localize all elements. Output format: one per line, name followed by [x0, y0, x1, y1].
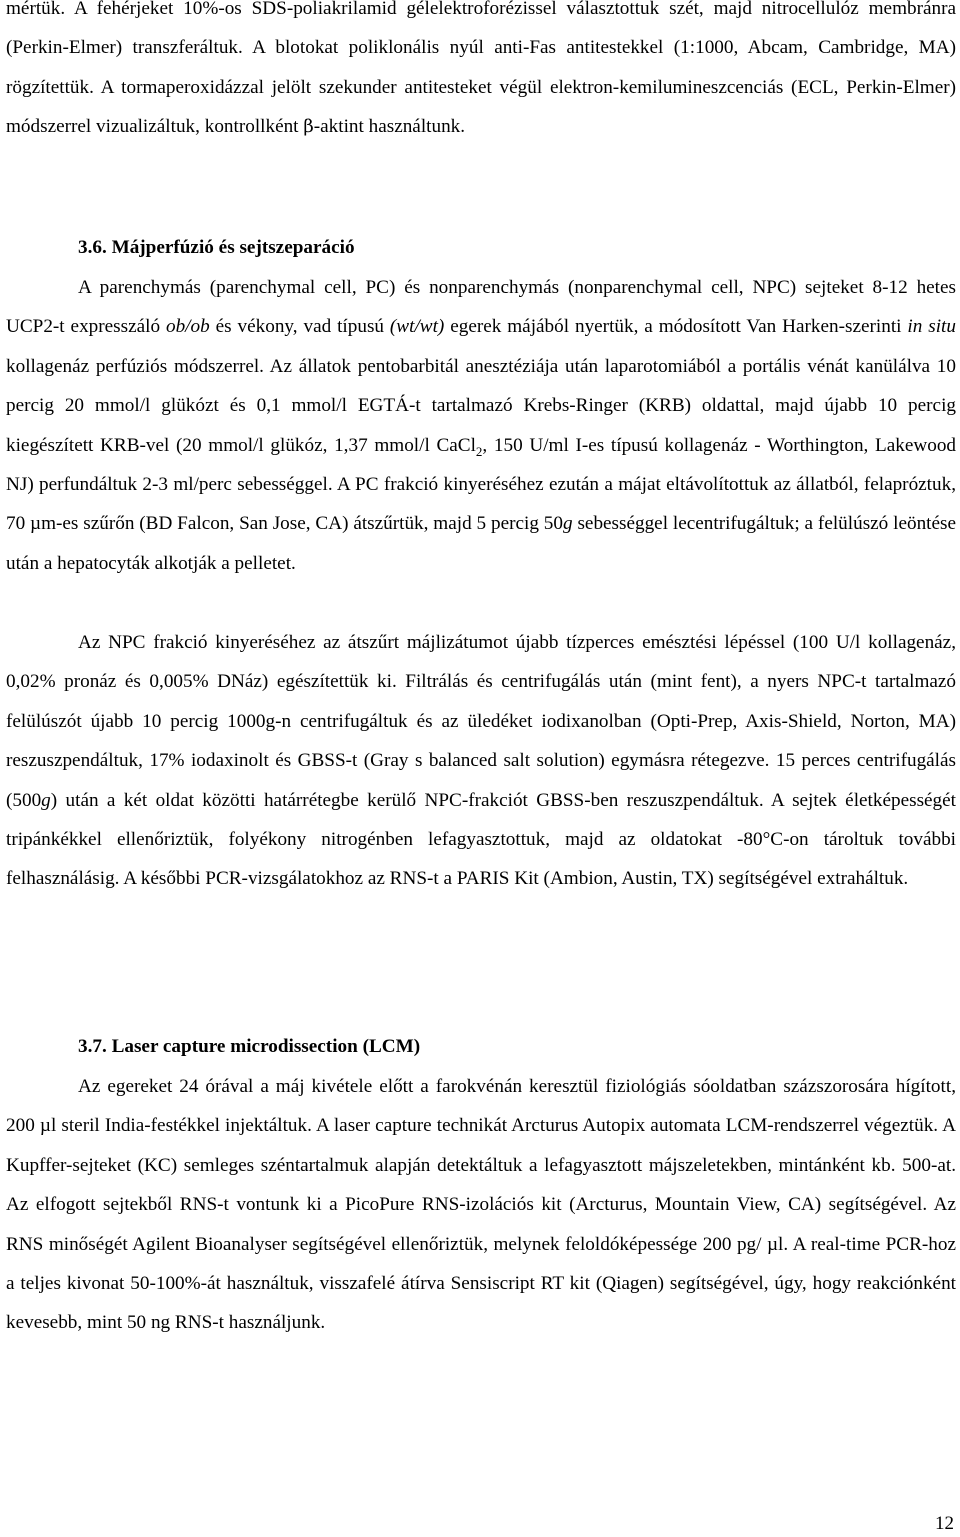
section-heading-3-7: 3.7. Laser capture microdissection (LCM) [78, 1036, 421, 1057]
paragraph-lcm: Az egereket 24 órával a máj kivétele előtt a farokvénán keresztül fiziológiás sóoldatban százszorosára hígított, 200 µl steril India-festékkel injektáltuk. A laser capture technikát Arcturus Autopix automata LCM-rendszerrel végeztük. A Kupffer-sejteket (KC) semleges széntartalmuk alapján detektáltuk a lefagyasztott májszeletekben, mintánként kb. 500-at. Az elfogott sejtekből RNS-t vontunk ki a PicoPure RNS-izolációs kit (Arcturus, Mountain View, CA) segítségével. Az RNS minőségét Agilent Bioanalyser segítségével ellenőriztük, melynek feloldóképessége 200 pg/ µl. A real-time PCR-hoz a teljes kivonat 50-100%-át használtuk, visszafelé átírva Sensiscript RT kit (Qiagen) segítségével, úgy, hogy reakciónként kevesebb, mint 50 ng RNS-t használjunk. [6, 1076, 956, 1334]
section-heading-3-6: 3.6. Májperfúzió és sejtszeparáció [78, 237, 355, 258]
paragraph-perfusion: A parenchymás (parenchymal cell, PC) és nonparenchymás (nonparenchymal cell, NPC) sejteket 8-12 hetes UCP2-t expresszáló ob/ob és vékony, vad típusú (wt/wt) egerek májából nyertük, a módosított Van Harken-szerinti in situ kollagenáz perfúziós módszerrel. Az állatok pentobarbitál anesztéziája után laparotomiából a portális vénát kanülálva 10 percig 20 mmol/l glükózt és 0,1 mmol/l EGTÁ-t tartalmazó Krebs-Ringer (KRB) oldattal, majd újabb 10 percig kiegészített KRB-vel (20 mmol/l glükóz, 1,37 mmol/l CaCl$_2$, 150 U/ml I-es típusú kollagenáz - Worthington, Lakewood NJ) perfundáltuk 2-3 ml/perc sebességgel. A PC frakció kinyeréséhez ezután a májat eltávolítottuk az állatból, felapróztuk, 70 µm-es szűrőn (BD Falcon, San Jose, CA) átszűrtük, majd 5 percig 50g sebességgel lecentrifugáltuk; a felülúszó leöntése után a hepatocyták alkotják a pelletet. [6, 277, 957, 574]
beta-symbol: β [303, 116, 314, 138]
paragraph-npc-fraction: Az NPC frakció kinyeréséhez az átszűrt májlizátumot újabb tízperces emésztési lépéssel (100 U/l kollagenáz, 0,02% pronáz és 0,005% DNáz) egészítettük ki. Filtrálás és centrifugálás után (mint fent), a nyers NPC-t tartalmazó felülúszót újabb 10 percig 1000g-n centrifugáltuk és az üledéket iodixanolban (Opti-Prep, Axis-Shield, Norton, MA) reszuszpendáltuk, 17% iodaxinolt és GBSS-t (Gray s balanced salt solution) egymásra rétegezve. 15 perces centrifugálás (500g) után a két oldat közötti határrétegbe kerülő NPC-frakciót GBSS-ben reszuszpendáltuk. A sejtek életképességét tripánkékkel ellenőriztük, folyékony nitrogénben lefagyasztottuk, majd az oldatokat -80°C-on tároltuk további felhasználásig. A későbbi PCR-vizsgálatokhoz az RNS-t a PARIS Kit (Ambion, Austin, TX) segítségével extraháltuk. [6, 632, 956, 890]
paragraph-western-blot: mértük. A fehérjeket 10%-os SDS-poliakrilamid gélelektroforézissel választottuk szét, majd nitrocellulóz membránra (Perkin-Elmer) transzferáltuk. A blotokat poliklonális nyúl anti-Fas antitestekkel (1:1000, Abcam, Cambridge, MA) rögzítettük. A tormaperoxidázzal jelölt szekunder antitesteket végül elektron-kemilumineszcenciás (ECL, Perkin-Elmer) módszerrel vizualizáltuk, kontrollként β-aktint használtunk. [6, 0, 956, 138]
page-number: 12 [935, 1513, 954, 1534]
